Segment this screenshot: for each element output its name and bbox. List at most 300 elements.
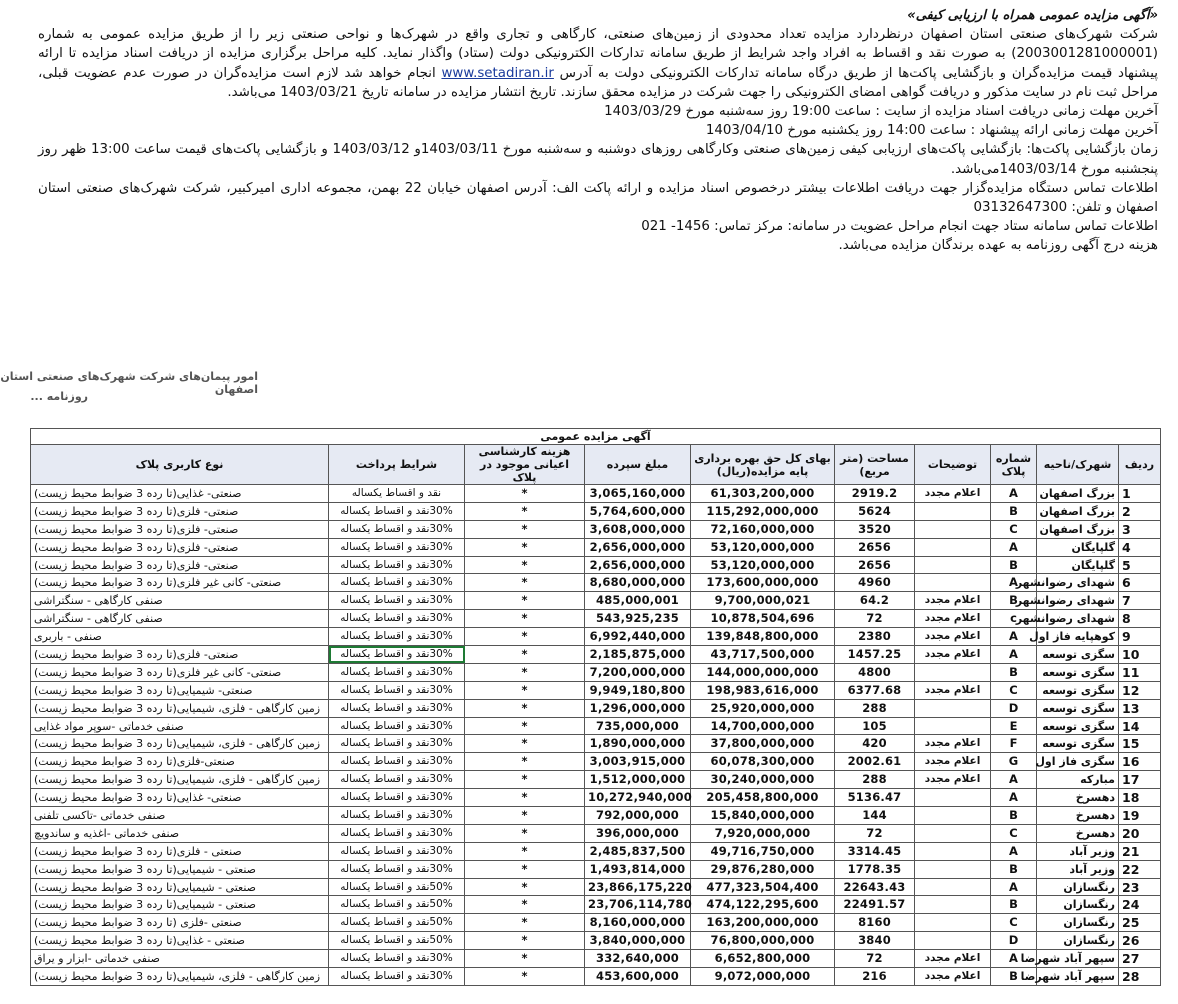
row-number[interactable]: 3	[1119, 520, 1161, 538]
area-cell[interactable]: 288	[835, 699, 915, 717]
table-row[interactable]	[31, 824, 1161, 842]
expert-cell[interactable]: *	[465, 485, 585, 503]
deposit-cell[interactable]: 3,065,160,000	[585, 485, 691, 503]
town-cell[interactable]: دهسرخ	[1037, 807, 1119, 825]
deposit-cell[interactable]: 332,640,000	[585, 950, 691, 968]
price-cell[interactable]: 115,292,000,000	[691, 502, 835, 520]
payment-cell[interactable]: 30%نقد و اقساط یکساله	[329, 681, 465, 699]
area-cell[interactable]: 2919.2	[835, 485, 915, 503]
town-cell[interactable]: سگزی توسعه	[1037, 681, 1119, 699]
row-number[interactable]: 23	[1119, 878, 1161, 896]
expert-cell[interactable]: *	[465, 950, 585, 968]
area-cell[interactable]: 216	[835, 968, 915, 986]
plot-cell[interactable]: B	[991, 502, 1037, 520]
price-cell[interactable]: 6,652,800,000	[691, 950, 835, 968]
town-cell[interactable]: سپهر آباد شهرضا	[1037, 968, 1119, 986]
area-cell[interactable]: 5624	[835, 502, 915, 520]
expert-cell[interactable]: *	[465, 932, 585, 950]
deposit-cell[interactable]: 792,000,000	[585, 807, 691, 825]
deposit-cell[interactable]: 735,000,000	[585, 717, 691, 735]
plot-cell[interactable]: C	[991, 914, 1037, 932]
price-cell[interactable]: 15,840,000,000	[691, 807, 835, 825]
desc-cell[interactable]	[915, 807, 991, 825]
row-number[interactable]: 24	[1119, 896, 1161, 914]
price-cell[interactable]: 198,983,616,000	[691, 681, 835, 699]
desc-cell[interactable]	[915, 717, 991, 735]
town-cell[interactable]: کوهپایه فاز اول	[1037, 628, 1119, 646]
row-number[interactable]: 10	[1119, 646, 1161, 664]
deposit-cell[interactable]: 1,493,814,000	[585, 860, 691, 878]
payment-cell[interactable]: 30%نقد و اقساط یکساله	[329, 646, 465, 664]
payment-cell[interactable]: 30%نقد و اقساط یکساله	[329, 628, 465, 646]
town-cell[interactable]: شهدای رضوانشهر	[1037, 592, 1119, 610]
area-cell[interactable]: 2380	[835, 628, 915, 646]
area-cell[interactable]: 288	[835, 771, 915, 789]
row-number[interactable]: 1	[1119, 485, 1161, 503]
price-cell[interactable]: 61,303,200,000	[691, 485, 835, 503]
usage-cell[interactable]: صنعتی- غذایی(تا رده 3 ضوابط محیط زیست)	[31, 789, 329, 807]
area-cell[interactable]: 1778.35	[835, 860, 915, 878]
payment-cell[interactable]: 30%نقد و اقساط یکساله	[329, 842, 465, 860]
row-number[interactable]: 20	[1119, 824, 1161, 842]
price-cell[interactable]: 173,600,000,000	[691, 574, 835, 592]
desc-cell[interactable]: اعلام مجدد	[915, 950, 991, 968]
area-cell[interactable]: 2656	[835, 556, 915, 574]
area-cell[interactable]: 72	[835, 610, 915, 628]
table-row[interactable]	[31, 896, 1161, 914]
expert-cell[interactable]: *	[465, 646, 585, 664]
deposit-cell[interactable]: 3,840,000,000	[585, 932, 691, 950]
table-row[interactable]	[31, 574, 1161, 592]
price-cell[interactable]: 37,800,000,000	[691, 735, 835, 753]
expert-cell[interactable]: *	[465, 574, 585, 592]
desc-cell[interactable]	[915, 502, 991, 520]
setad-link[interactable]: www.setadiran.ir	[441, 65, 554, 81]
price-cell[interactable]: 144,000,000,000	[691, 663, 835, 681]
expert-cell[interactable]: *	[465, 789, 585, 807]
payment-cell[interactable]: 50%نقد و اقساط یکساله	[329, 932, 465, 950]
town-cell[interactable]: گلپایگان	[1037, 556, 1119, 574]
payment-cell[interactable]: 30%نقد و اقساط یکساله	[329, 574, 465, 592]
usage-cell[interactable]: صنعتی- فلزی(تا رده 3 ضوابط محیط زیست)	[31, 538, 329, 556]
price-cell[interactable]: 14,700,000,000	[691, 717, 835, 735]
payment-cell[interactable]: 50%نقد و اقساط یکساله	[329, 878, 465, 896]
expert-cell[interactable]: *	[465, 860, 585, 878]
table-row[interactable]	[31, 878, 1161, 896]
plot-cell[interactable]: c	[991, 610, 1037, 628]
table-row[interactable]	[31, 807, 1161, 825]
price-cell[interactable]: 7,920,000,000	[691, 824, 835, 842]
expert-cell[interactable]: *	[465, 968, 585, 986]
payment-cell[interactable]: 30%نقد و اقساط یکساله	[329, 771, 465, 789]
plot-cell[interactable]: B	[991, 860, 1037, 878]
price-cell[interactable]: 139,848,800,000	[691, 628, 835, 646]
table-row[interactable]	[31, 789, 1161, 807]
usage-cell[interactable]: صنعتی- کانی غیر فلزی(تا رده 3 ضوابط محیط زیست)	[31, 574, 329, 592]
price-cell[interactable]: 49,716,750,000	[691, 842, 835, 860]
area-cell[interactable]: 5136.47	[835, 789, 915, 807]
deposit-cell[interactable]: 8,160,000,000	[585, 914, 691, 932]
deposit-cell[interactable]: 10,272,940,000	[585, 789, 691, 807]
payment-cell[interactable]: 30%نقد و اقساط یکساله	[329, 699, 465, 717]
usage-cell[interactable]: صنعتی- شیمیایی(تا رده 3 ضوابط محیط زیست)	[31, 681, 329, 699]
usage-cell[interactable]: زمین کارگاهی - فلزی، شیمیایی(تا رده 3 ضوابط محیط زیست)	[31, 771, 329, 789]
price-cell[interactable]: 53,120,000,000	[691, 538, 835, 556]
row-number[interactable]: 27	[1119, 950, 1161, 968]
row-number[interactable]: 16	[1119, 753, 1161, 771]
area-cell[interactable]: 22491.57	[835, 896, 915, 914]
usage-cell[interactable]: صنفی خدماتی -اغذیه و ساندویچ	[31, 824, 329, 842]
deposit-cell[interactable]: 396,000,000	[585, 824, 691, 842]
desc-cell[interactable]: اعلام مجدد	[915, 771, 991, 789]
desc-cell[interactable]: اعلام مجدد	[915, 610, 991, 628]
payment-cell[interactable]: 30%نقد و اقساط یکساله	[329, 824, 465, 842]
town-cell[interactable]: رنگسازان	[1037, 878, 1119, 896]
deposit-cell[interactable]: 2,185,875,000	[585, 646, 691, 664]
row-number[interactable]: 2	[1119, 502, 1161, 520]
desc-cell[interactable]	[915, 538, 991, 556]
usage-cell[interactable]: صنعتی - فلزی(تا رده 3 ضوابط محیط زیست)	[31, 842, 329, 860]
town-cell[interactable]: شهدای رضوانشهر	[1037, 574, 1119, 592]
price-cell[interactable]: 72,160,000,000	[691, 520, 835, 538]
price-cell[interactable]: 9,700,000,021	[691, 592, 835, 610]
table-row[interactable]	[31, 950, 1161, 968]
deposit-cell[interactable]: 543,925,235	[585, 610, 691, 628]
table-row[interactable]	[31, 735, 1161, 753]
table-row[interactable]	[31, 485, 1161, 503]
payment-cell[interactable]: 30%نقد و اقساط یکساله	[329, 717, 465, 735]
desc-cell[interactable]: اعلام مجدد	[915, 681, 991, 699]
price-cell[interactable]: 163,200,000,000	[691, 914, 835, 932]
plot-cell[interactable]: A	[991, 789, 1037, 807]
payment-cell[interactable]: 30%نقد و اقساط یکساله	[329, 807, 465, 825]
plot-cell[interactable]: A	[991, 628, 1037, 646]
row-number[interactable]: 15	[1119, 735, 1161, 753]
row-number[interactable]: 12	[1119, 681, 1161, 699]
expert-cell[interactable]: *	[465, 753, 585, 771]
price-cell[interactable]: 30,240,000,000	[691, 771, 835, 789]
town-cell[interactable]: وزیر آباد	[1037, 842, 1119, 860]
town-cell[interactable]: رنگسازان	[1037, 914, 1119, 932]
plot-cell[interactable]: D	[991, 932, 1037, 950]
usage-cell[interactable]: صنفی کارگاهی - سنگتراشی	[31, 610, 329, 628]
plot-cell[interactable]: B	[991, 968, 1037, 986]
row-number[interactable]: 17	[1119, 771, 1161, 789]
area-cell[interactable]: 3840	[835, 932, 915, 950]
usage-cell[interactable]: صنعتی - شیمیایی(تا رده 3 ضوابط محیط زیست)	[31, 878, 329, 896]
payment-cell[interactable]: 30%نقد و اقساط یکساله	[329, 753, 465, 771]
town-cell[interactable]: دهسرخ	[1037, 824, 1119, 842]
price-cell[interactable]: 25,920,000,000	[691, 699, 835, 717]
plot-cell[interactable]: A	[991, 574, 1037, 592]
payment-cell[interactable]: 30%نقد و اقساط یکساله	[329, 592, 465, 610]
row-number[interactable]: 6	[1119, 574, 1161, 592]
area-cell[interactable]: 3314.45	[835, 842, 915, 860]
plot-cell[interactable]: B	[991, 556, 1037, 574]
usage-cell[interactable]: زمین کارگاهی - فلزی، شیمیایی(تا رده 3 ضوابط محیط زیست)	[31, 699, 329, 717]
row-number[interactable]: 22	[1119, 860, 1161, 878]
payment-cell[interactable]: 30%نقد و اقساط یکساله	[329, 789, 465, 807]
price-cell[interactable]: 10,878,504,696	[691, 610, 835, 628]
table-row[interactable]	[31, 699, 1161, 717]
plot-cell[interactable]: E	[991, 717, 1037, 735]
area-cell[interactable]: 105	[835, 717, 915, 735]
price-cell[interactable]: 474,122,295,600	[691, 896, 835, 914]
town-cell[interactable]: بزرگ اصفهان	[1037, 502, 1119, 520]
price-cell[interactable]: 9,072,000,000	[691, 968, 835, 986]
town-cell[interactable]: سگزی فاز اول	[1037, 753, 1119, 771]
usage-cell[interactable]: صنفی - باربری	[31, 628, 329, 646]
deposit-cell[interactable]: 23,866,175,220	[585, 878, 691, 896]
usage-cell[interactable]: صنعتی- فلزی(تا رده 3 ضوابط محیط زیست)	[31, 556, 329, 574]
desc-cell[interactable]: اعلام مجدد	[915, 485, 991, 503]
town-cell[interactable]: وزیر آباد	[1037, 860, 1119, 878]
payment-cell[interactable]: 30%نقد و اقساط یکساله	[329, 556, 465, 574]
deposit-cell[interactable]: 1,512,000,000	[585, 771, 691, 789]
desc-cell[interactable]: اعلام مجدد	[915, 628, 991, 646]
usage-cell[interactable]: صنعتی- فلزی(تا رده 3 ضوابط محیط زیست)	[31, 646, 329, 664]
area-cell[interactable]: 4800	[835, 663, 915, 681]
desc-cell[interactable]	[915, 860, 991, 878]
table-row[interactable]	[31, 681, 1161, 699]
table-row[interactable]	[31, 628, 1161, 646]
table-row[interactable]	[31, 914, 1161, 932]
area-cell[interactable]: 8160	[835, 914, 915, 932]
town-cell[interactable]: رنگسازان	[1037, 896, 1119, 914]
usage-cell[interactable]: صنعتی- کانی غیر فلزی(تا رده 3 ضوابط محیط زیست)	[31, 663, 329, 681]
table-row[interactable]	[31, 502, 1161, 520]
desc-cell[interactable]: اعلام مجدد	[915, 735, 991, 753]
desc-cell[interactable]	[915, 932, 991, 950]
area-cell[interactable]: 72	[835, 824, 915, 842]
price-cell[interactable]: 53,120,000,000	[691, 556, 835, 574]
town-cell[interactable]: سگزی توسعه	[1037, 699, 1119, 717]
expert-cell[interactable]: *	[465, 807, 585, 825]
usage-cell[interactable]: زمین کارگاهی - فلزی، شیمیایی(تا رده 3 ضوابط محیط زیست)	[31, 735, 329, 753]
expert-cell[interactable]: *	[465, 842, 585, 860]
row-number[interactable]: 26	[1119, 932, 1161, 950]
price-cell[interactable]: 60,078,300,000	[691, 753, 835, 771]
price-cell[interactable]: 76,800,000,000	[691, 932, 835, 950]
payment-cell[interactable]: 30%نقد و اقساط یکساله	[329, 610, 465, 628]
payment-cell[interactable]: 30%نقد و اقساط یکساله	[329, 968, 465, 986]
expert-cell[interactable]: *	[465, 717, 585, 735]
table-row[interactable]	[31, 520, 1161, 538]
area-cell[interactable]: 4960	[835, 574, 915, 592]
town-cell[interactable]: رنگسازان	[1037, 932, 1119, 950]
table-row[interactable]	[31, 646, 1161, 664]
deposit-cell[interactable]: 2,656,000,000	[585, 538, 691, 556]
town-cell[interactable]: دهسرخ	[1037, 789, 1119, 807]
plot-cell[interactable]: A	[991, 485, 1037, 503]
town-cell[interactable]: سگزی توسعه	[1037, 717, 1119, 735]
deposit-cell[interactable]: 1,296,000,000	[585, 699, 691, 717]
town-cell[interactable]: بزرگ اصفهان	[1037, 520, 1119, 538]
payment-cell[interactable]: نقد و اقساط یکساله	[329, 485, 465, 503]
expert-cell[interactable]: *	[465, 878, 585, 896]
table-row[interactable]	[31, 968, 1161, 986]
expert-cell[interactable]: *	[465, 824, 585, 842]
payment-cell[interactable]: 30%نقد و اقساط یکساله	[329, 502, 465, 520]
payment-cell[interactable]: 30%نقد و اقساط یکساله	[329, 860, 465, 878]
table-row[interactable]	[31, 932, 1161, 950]
town-cell[interactable]: سگزی توسعه	[1037, 735, 1119, 753]
row-number[interactable]: 18	[1119, 789, 1161, 807]
plot-cell[interactable]: B	[991, 896, 1037, 914]
usage-cell[interactable]: زمین کارگاهی - فلزی، شیمیایی(تا رده 3 ضوابط محیط زیست)	[31, 968, 329, 986]
deposit-cell[interactable]: 23,706,114,780	[585, 896, 691, 914]
table-row[interactable]	[31, 717, 1161, 735]
row-number[interactable]: 5	[1119, 556, 1161, 574]
plot-cell[interactable]: A	[991, 878, 1037, 896]
deposit-cell[interactable]: 2,656,000,000	[585, 556, 691, 574]
payment-cell[interactable]: 30%نقد و اقساط یکساله	[329, 538, 465, 556]
desc-cell[interactable]: اعلام مجدد	[915, 753, 991, 771]
area-cell[interactable]: 2656	[835, 538, 915, 556]
area-cell[interactable]: 22643.43	[835, 878, 915, 896]
desc-cell[interactable]	[915, 896, 991, 914]
price-cell[interactable]: 205,458,800,000	[691, 789, 835, 807]
table-row[interactable]	[31, 538, 1161, 556]
row-number[interactable]: 14	[1119, 717, 1161, 735]
desc-cell[interactable]	[915, 914, 991, 932]
desc-cell[interactable]	[915, 520, 991, 538]
deposit-cell[interactable]: 3,003,915,000	[585, 753, 691, 771]
expert-cell[interactable]: *	[465, 592, 585, 610]
plot-cell[interactable]: A	[991, 771, 1037, 789]
area-cell[interactable]: 144	[835, 807, 915, 825]
payment-cell[interactable]: 30%نقد و اقساط یکساله	[329, 520, 465, 538]
plot-cell[interactable]: F	[991, 735, 1037, 753]
area-cell[interactable]: 1457.25	[835, 646, 915, 664]
desc-cell[interactable]	[915, 789, 991, 807]
area-cell[interactable]: 64.2	[835, 592, 915, 610]
deposit-cell[interactable]: 3,608,000,000	[585, 520, 691, 538]
expert-cell[interactable]: *	[465, 628, 585, 646]
usage-cell[interactable]: صنفی خدماتی -ابزار و یراق	[31, 950, 329, 968]
deposit-cell[interactable]: 8,680,000,000	[585, 574, 691, 592]
table-row[interactable]	[31, 663, 1161, 681]
desc-cell[interactable]	[915, 699, 991, 717]
plot-cell[interactable]: A	[991, 950, 1037, 968]
price-cell[interactable]: 477,323,504,400	[691, 878, 835, 896]
town-cell[interactable]: مبارکه	[1037, 771, 1119, 789]
row-number[interactable]: 19	[1119, 807, 1161, 825]
desc-cell[interactable]	[915, 556, 991, 574]
town-cell[interactable]: شهدای رضوانشهر	[1037, 610, 1119, 628]
plot-cell[interactable]: C	[991, 681, 1037, 699]
deposit-cell[interactable]: 9,949,180,800	[585, 681, 691, 699]
plot-cell[interactable]: B	[991, 807, 1037, 825]
payment-cell[interactable]: 30%نقد و اقساط یکساله	[329, 735, 465, 753]
table-row[interactable]	[31, 610, 1161, 628]
table-row[interactable]	[31, 592, 1161, 610]
town-cell[interactable]: بزرگ اصفهان	[1037, 485, 1119, 503]
expert-cell[interactable]: *	[465, 502, 585, 520]
deposit-cell[interactable]: 485,000,001	[585, 592, 691, 610]
row-number[interactable]: 11	[1119, 663, 1161, 681]
table-row[interactable]	[31, 556, 1161, 574]
town-cell[interactable]: سپهر آباد شهرضا	[1037, 950, 1119, 968]
desc-cell[interactable]	[915, 824, 991, 842]
table-row[interactable]	[31, 753, 1161, 771]
expert-cell[interactable]: *	[465, 520, 585, 538]
plot-cell[interactable]: D	[991, 699, 1037, 717]
plot-cell[interactable]: C	[991, 824, 1037, 842]
payment-cell[interactable]: 30%نقد و اقساط یکساله	[329, 950, 465, 968]
usage-cell[interactable]: صنفی کارگاهی - سنگتراشی	[31, 592, 329, 610]
plot-cell[interactable]: C	[991, 520, 1037, 538]
row-number[interactable]: 28	[1119, 968, 1161, 986]
usage-cell[interactable]: صنعتی- فلزی(تا رده 3 ضوابط محیط زیست)	[31, 502, 329, 520]
area-cell[interactable]: 6377.68	[835, 681, 915, 699]
desc-cell[interactable]: اعلام مجدد	[915, 592, 991, 610]
row-number[interactable]: 4	[1119, 538, 1161, 556]
usage-cell[interactable]: صنعتی- فلزی(تا رده 3 ضوابط محیط زیست)	[31, 520, 329, 538]
expert-cell[interactable]: *	[465, 681, 585, 699]
usage-cell[interactable]: صنعتی- غذایی(تا رده 3 ضوابط محیط زیست)	[31, 485, 329, 503]
area-cell[interactable]: 2002.61	[835, 753, 915, 771]
payment-cell[interactable]: 50%نقد و اقساط یکساله	[329, 896, 465, 914]
usage-cell[interactable]: صنعتی-فلزی(تا رده 3 ضوابط محیط زیست)	[31, 753, 329, 771]
desc-cell[interactable]	[915, 574, 991, 592]
plot-cell[interactable]: B	[991, 592, 1037, 610]
table-row[interactable]	[31, 771, 1161, 789]
deposit-cell[interactable]: 1,890,000,000	[585, 735, 691, 753]
table-row[interactable]	[31, 842, 1161, 860]
desc-cell[interactable]	[915, 842, 991, 860]
expert-cell[interactable]: *	[465, 896, 585, 914]
expert-cell[interactable]: *	[465, 914, 585, 932]
expert-cell[interactable]: *	[465, 610, 585, 628]
plot-cell[interactable]: G	[991, 753, 1037, 771]
deposit-cell[interactable]: 6,992,440,000	[585, 628, 691, 646]
town-cell[interactable]: گلپایگان	[1037, 538, 1119, 556]
payment-cell[interactable]: 50%نقد و اقساط یکساله	[329, 914, 465, 932]
area-cell[interactable]: 420	[835, 735, 915, 753]
usage-cell[interactable]: صنفی خدماتی -تاکسی تلفنی	[31, 807, 329, 825]
plot-cell[interactable]: A	[991, 538, 1037, 556]
area-cell[interactable]: 3520	[835, 520, 915, 538]
expert-cell[interactable]: *	[465, 735, 585, 753]
price-cell[interactable]: 29,876,280,000	[691, 860, 835, 878]
town-cell[interactable]: سگزی توسعه	[1037, 663, 1119, 681]
area-cell[interactable]: 72	[835, 950, 915, 968]
usage-cell[interactable]: صنعتی - شیمیایی(تا رده 3 ضوابط محیط زیست)	[31, 896, 329, 914]
desc-cell[interactable]	[915, 663, 991, 681]
deposit-cell[interactable]: 453,600,000	[585, 968, 691, 986]
row-number[interactable]: 8	[1119, 610, 1161, 628]
row-number[interactable]: 25	[1119, 914, 1161, 932]
expert-cell[interactable]: *	[465, 663, 585, 681]
deposit-cell[interactable]: 2,485,837,500	[585, 842, 691, 860]
usage-cell[interactable]: صنعتی - غذایی(تا رده 3 ضوابط محیط زیست)	[31, 932, 329, 950]
usage-cell[interactable]: صنعتی - شیمیایی(تا رده 3 ضوابط محیط زیست)	[31, 860, 329, 878]
plot-cell[interactable]: B	[991, 663, 1037, 681]
town-cell[interactable]: سگزی توسعه	[1037, 646, 1119, 664]
expert-cell[interactable]: *	[465, 771, 585, 789]
usage-cell[interactable]: صنعتی -فلزی (تا رده 3 ضوابط محیط زیست)	[31, 914, 329, 932]
price-cell[interactable]: 43,717,500,000	[691, 646, 835, 664]
table-row[interactable]	[31, 860, 1161, 878]
desc-cell[interactable]: اعلام مجدد	[915, 968, 991, 986]
desc-cell[interactable]: اعلام مجدد	[915, 646, 991, 664]
plot-cell[interactable]: A	[991, 842, 1037, 860]
row-number[interactable]: 9	[1119, 628, 1161, 646]
deposit-cell[interactable]: 7,200,000,000	[585, 663, 691, 681]
plot-cell[interactable]: A	[991, 646, 1037, 664]
usage-cell[interactable]: صنفی خدماتی -سوپر مواد غذایی	[31, 717, 329, 735]
